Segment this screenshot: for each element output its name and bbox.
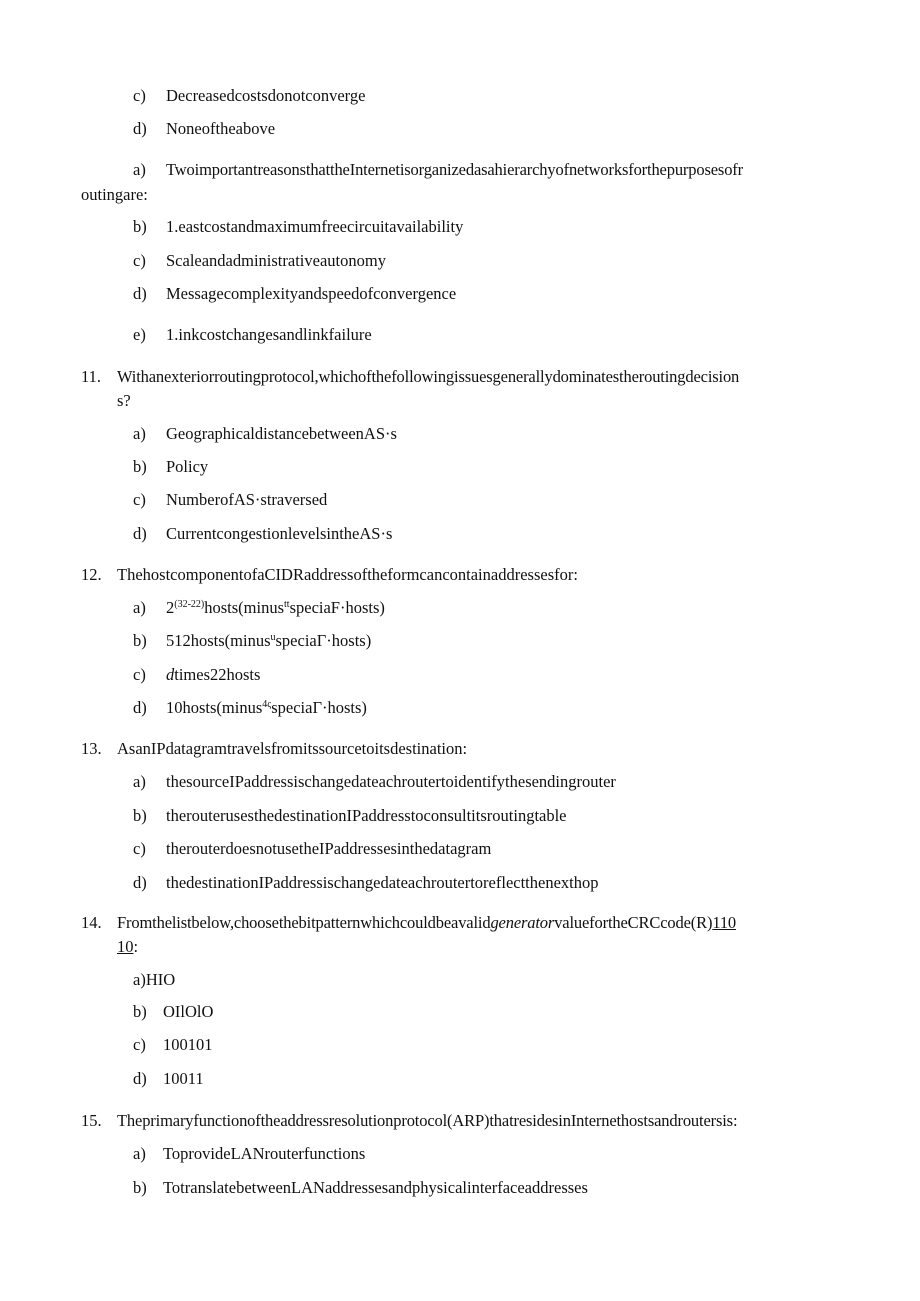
option-label: b) — [133, 1178, 147, 1197]
option-label: c) — [133, 839, 146, 858]
question-stem: TwoimportantreasonsthattheInternetisorganizedasahierarchyofnetworksforthepurposesofr — [166, 160, 743, 179]
option-label: d) — [133, 119, 147, 138]
option-text: dtimes22hosts — [166, 665, 261, 684]
superscript: 4ς — [262, 699, 272, 710]
superscript: tt — [284, 599, 290, 610]
option-label: c) — [133, 1035, 146, 1054]
option-label: a) — [133, 424, 146, 443]
question-text: ThehostcomponentofaCIDRaddressoftheformcancontainaddressesfor: — [117, 565, 578, 584]
option-text: 10hosts(minus$^{4\varsigma}$speciaΓ·hosts) — [166, 698, 367, 717]
option-text: Policy — [166, 457, 209, 476]
question-stem-label: a) — [133, 160, 146, 179]
superscript: (32-22) — [174, 599, 205, 610]
option-text: 10011 — [163, 1069, 204, 1088]
question-number: 15. — [81, 1111, 102, 1130]
option-text: 1.eastcostandmaximumfreecircuitavailability — [166, 217, 464, 236]
option-label: c) — [133, 665, 146, 684]
option-label: c) — [133, 490, 146, 509]
superscript: u — [270, 632, 276, 643]
option-label: a) — [133, 1144, 146, 1163]
question-text-continued: 10: — [117, 937, 139, 956]
question-number: 12. — [81, 565, 102, 584]
option-text: GeographicaldistancebetweenAS·s — [166, 424, 397, 443]
question-text: Fromthelistbelow,choosethebitpatternwhichcouldbeavalidgeneratorvaluefortheCRCcode(R)110 — [117, 913, 737, 932]
option-label: c) — [133, 86, 146, 105]
option-label: d) — [133, 524, 147, 543]
option-label: d) — [133, 1069, 147, 1088]
option-text: CurrentcongestionlevelsintheAS·s — [166, 524, 393, 543]
question-text: Theprimaryfunctionoftheaddressresolutionprotocol(ARP)thatresidesinInternethostsandroutersis: — [117, 1111, 738, 1130]
option-label: b) — [133, 631, 147, 650]
option-label: c) — [133, 251, 146, 270]
option-text: therouterusesthedestinationIPaddresstoconsultitsroutingtable — [166, 806, 567, 825]
option-label: e) — [133, 325, 146, 344]
option-label: d) — [133, 698, 147, 717]
option-text: ToprovideLANrouterfunctions — [163, 1144, 366, 1163]
question-text: AsanIPdatagramtravelsfromitssourcetoitsdestination: — [117, 739, 468, 758]
option-text: thesourceIPaddressischangedateachroutertoidentifythesendingrouter — [166, 772, 616, 791]
option-text: therouterdoesnotusetheIPaddressesinthedatagram — [166, 839, 492, 858]
option-text: Decreasedcostsdonotconverge — [166, 86, 366, 105]
option-label: a) — [133, 598, 146, 617]
question-text-continued: s? — [117, 391, 131, 410]
question-number: 13. — [81, 739, 102, 758]
option-text: $2^{(32-22)}hosts(minus^{tt}speciaF\cdot hosts)$ — [166, 598, 385, 617]
option-text: NumberofAS·straversed — [166, 490, 328, 509]
option-text: Scaleandadministrativeautonomy — [166, 251, 386, 270]
option-text: 1.inkcostchangesandlinkfailure — [166, 325, 372, 344]
option-label: a) — [133, 772, 146, 791]
option-text: thedestinationIPaddressischangedateachroutertoreflectthenexthop — [166, 873, 599, 892]
option-text: 100101 — [163, 1035, 213, 1054]
option-text: a)HIO — [133, 970, 176, 989]
option-text: OIlOlO — [163, 1002, 214, 1021]
option-label: b) — [133, 806, 147, 825]
option-label: b) — [133, 1002, 147, 1021]
question-number: 14. — [81, 913, 102, 932]
option-label: b) — [133, 217, 147, 236]
option-label: d) — [133, 873, 147, 892]
question-stem-continued: outingare: — [81, 185, 148, 204]
option-text: 512hosts(minus$^u$speciaΓ·hosts) — [166, 631, 372, 650]
option-label: d) — [133, 284, 147, 303]
option-label: b) — [133, 457, 147, 476]
question-number: 11. — [81, 367, 102, 386]
option-text: Messagecomplexityandspeedofconvergence — [166, 284, 457, 303]
option-text: Noneoftheabove — [166, 119, 276, 138]
option-text: TotranslatebetweenLANaddressesandphysicalinterfaceaddresses — [163, 1178, 588, 1197]
question-text: Withanexteriorroutingprotocol,whichofthefollowingissuesgenerallydominatestheroutingdecision — [117, 367, 740, 386]
